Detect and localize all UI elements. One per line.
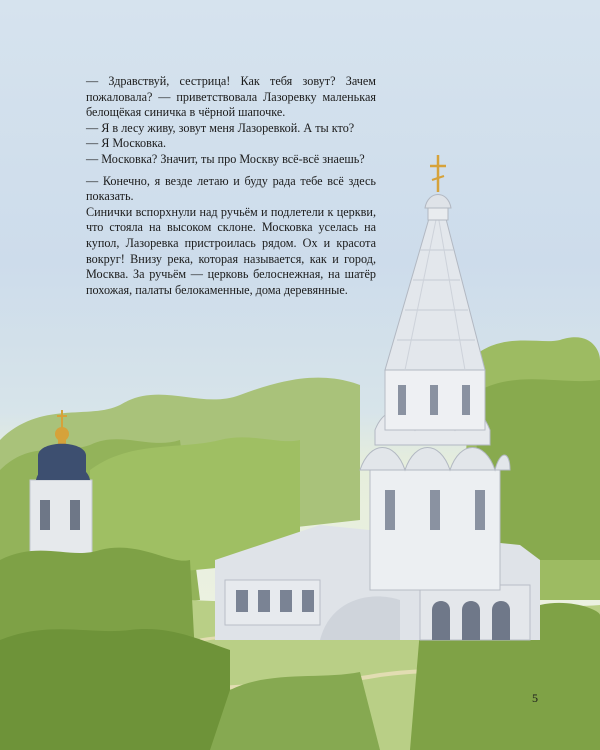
paragraph: — Московка? Значит, ты про Москву всё-всё знаешь? — [86, 151, 365, 166]
paragraph: — Я в лесу живу, зовут меня Лазоревкой. А ты кто? — [86, 120, 355, 135]
page-number: 5 — [532, 691, 538, 705]
paragraph: — Я Московка. — [86, 136, 167, 151]
paragraph: — Конечно, я везде летаю и буду рада тебе всё здесь показать. — [86, 173, 376, 204]
paragraph: Синички вспорхнули над ручьём и подлетели к церкви, что стояла на высоком склоне. Московка уселась на купол, Лазоревка пристроилась рядом. Ох и красота вокруг! Внизу река, которая называется, как и город, Москва. За ручьём — церковь белоснежная, на шатёр похожая, палаты белокаменные, дома деревянные. — [86, 204, 376, 297]
paragraph: — Здравствуй, сестрица! Как тебя зовут? Зачем пожаловала? — приветствовала Лазоревку маленькая белощёкая синичка в чёрной шапочке. — [86, 74, 376, 120]
story-text — [86, 74, 376, 298]
